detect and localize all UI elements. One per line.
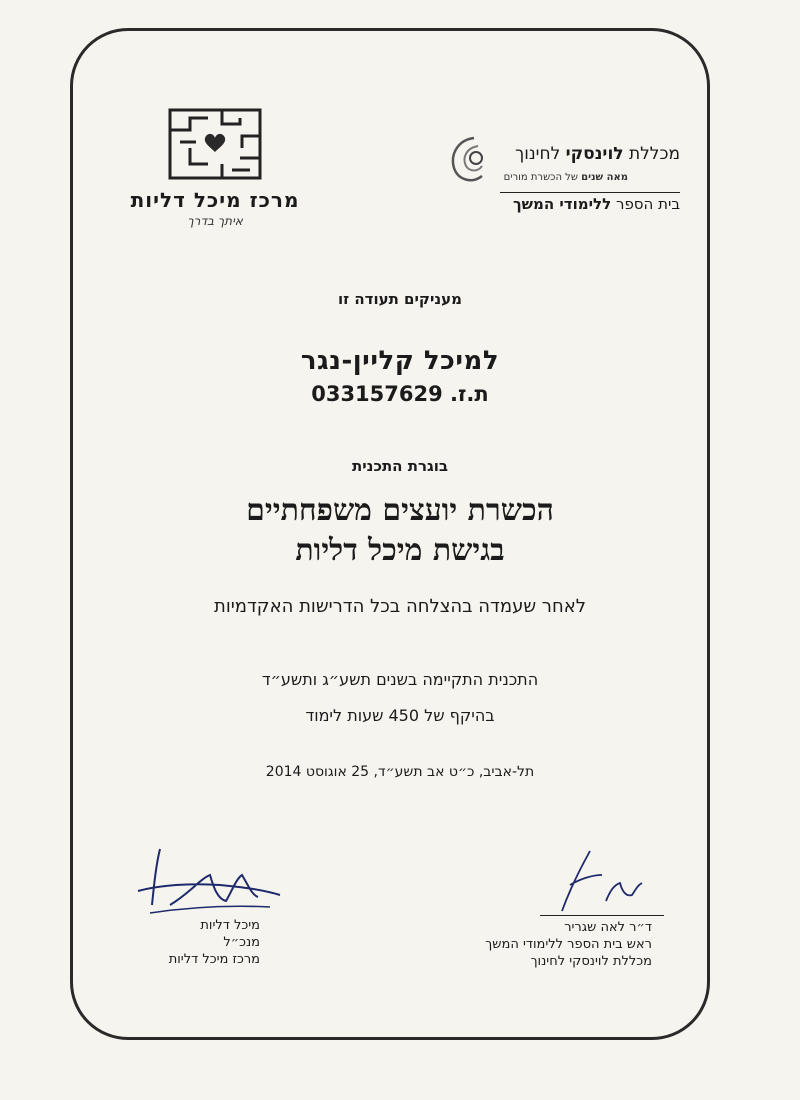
program-hours: בהיקף של 450 שעות לימוד [305,706,495,725]
left-signer-org: מרכז מיכל דליות [168,952,260,967]
levinsky-swirl-icon [444,130,494,190]
right-signer-name: ד״ר לאה שגריר [564,920,652,935]
signature-block-right [470,845,670,985]
graduate-label: בוגרת התכנית [351,457,448,475]
program-title-line1: הכשרת יועצים משפחתיים [246,493,554,528]
left-signer-name: מיכל דליות [200,918,260,933]
awarded-heading: מעניקים תעודה זו [337,290,463,308]
signature-block-left [130,845,290,985]
dalyot-center-logo [130,108,300,228]
handwritten-signature-left [130,845,290,920]
dalyot-tagline: איתך בדרך [187,214,243,228]
college-years: מאה שנים של הכשרת מורים [503,172,628,183]
recipient-name: למיכל קליין-נגר [300,346,500,376]
right-signer-org: מכללת לוינסקי לחינוך [530,954,652,969]
program-title-line2: בגישת מיכל דליות [295,533,505,568]
right-signer-title: ראש בית הספר ללימודי המשך [485,937,652,952]
school-name: בית הספר ללימודי המשך [500,192,680,213]
issue-date: תל-אביב, כ״ט אב תשע״ד, 25 אוגוסט 2014 [265,764,535,780]
maze-heart-icon [168,108,262,180]
dalyot-center-name: מרכז מיכל דליות [130,188,300,212]
levinsky-college-logo [440,128,690,218]
handwritten-signature-right [510,845,660,915]
college-name: מכללת לוינסקי לחינוך [515,144,680,164]
left-signer-title: מנכ״ל [223,935,260,950]
recipient-id: ת.ז. 033157629 [311,382,489,406]
program-years: התכנית התקיימה בשנים תשע״ג ותשע״ד [261,670,539,689]
signature-line-right [540,915,664,916]
completion-statement: לאחר שעמדה בהצלחה בכל הדרישות האקדמיות [213,596,586,617]
